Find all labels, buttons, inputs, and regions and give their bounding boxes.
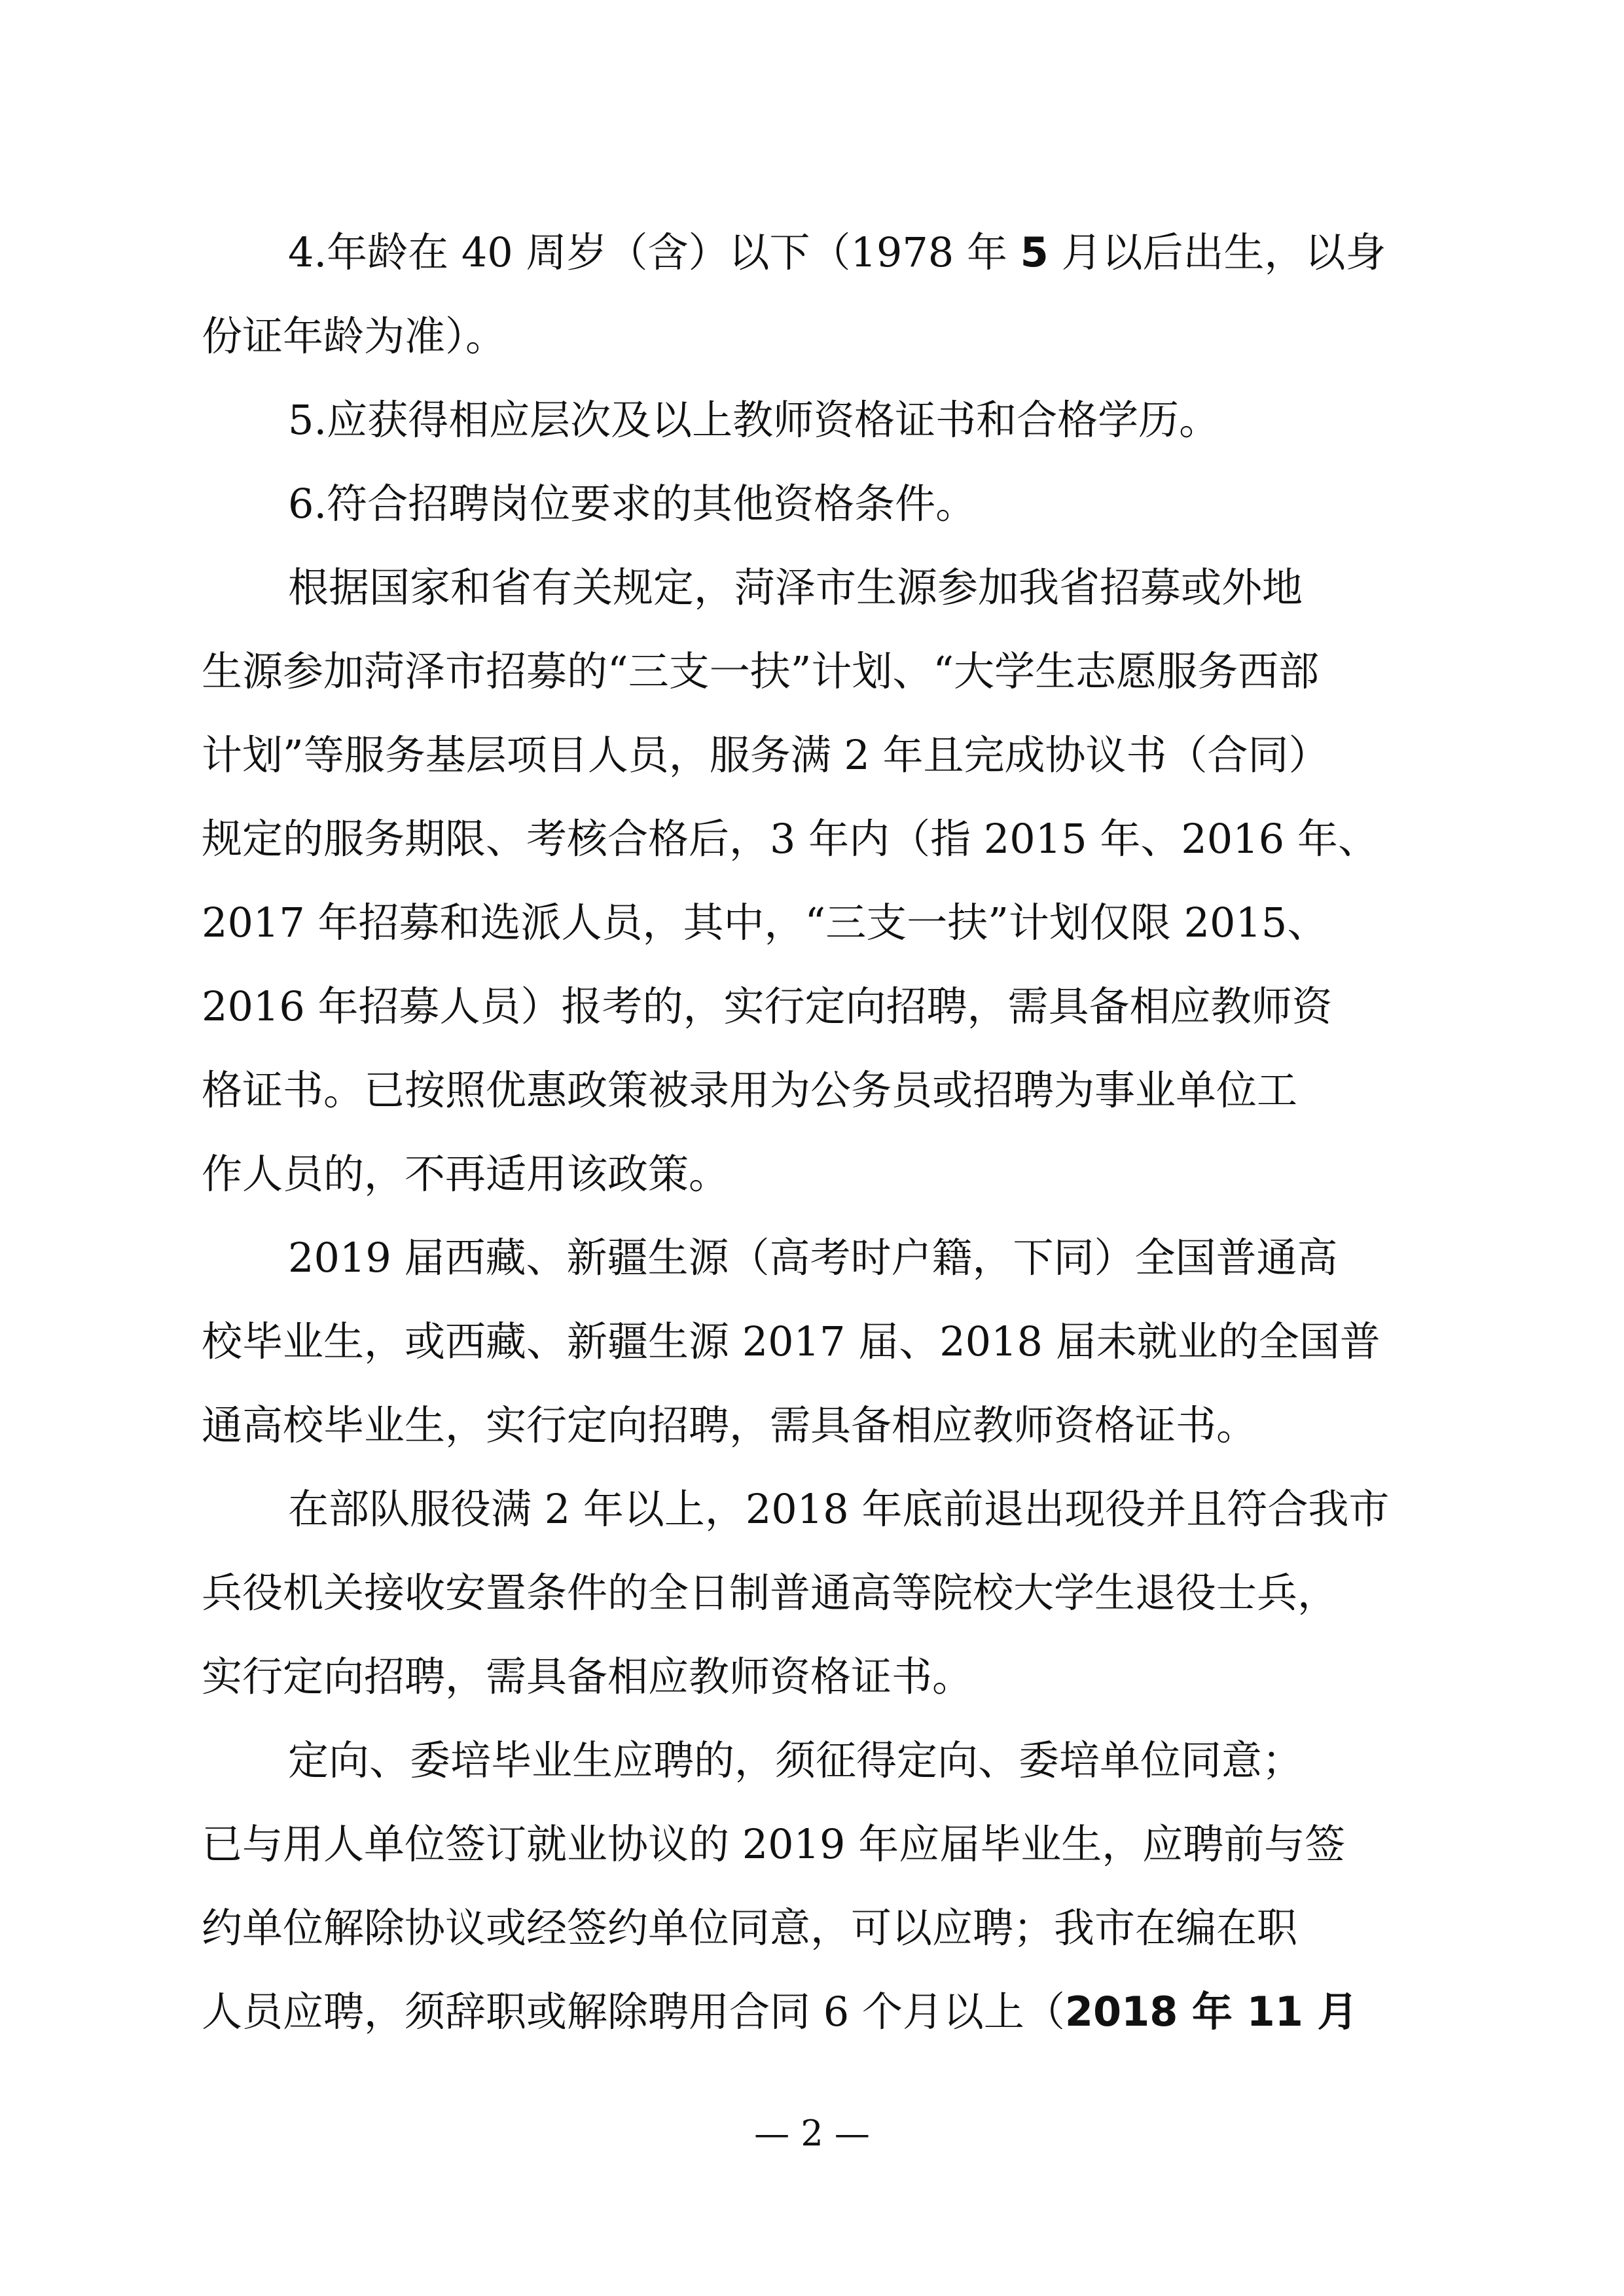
text-line: [202, 1886, 1426, 1970]
text-line: [202, 295, 1426, 378]
text-line: [202, 1551, 1426, 1635]
text-line: [288, 378, 1426, 462]
text-segment: 约单位解除协议或经签约单位同意，可以应聘；我市在编在职: [202, 1904, 1298, 1952]
text-line: [202, 1300, 1426, 1384]
text-segment: 已与用人单位签订就业协议的 2019 年应届毕业生，应聘前与签: [202, 1820, 1346, 1868]
text-segment: 6.符合招聘岗位要求的其他资格条件。: [288, 480, 977, 528]
text-line: [288, 1467, 1426, 1551]
text-segment-bold: 5: [1020, 228, 1049, 276]
text-segment: 5.应获得相应层次及以上教师资格证书和合格学历。: [288, 396, 1220, 444]
text-segment: 格证书。已按照优惠政策被录用为公务员或招聘为事业单位工: [202, 1066, 1298, 1114]
text-line: [288, 546, 1426, 630]
text-line: [288, 211, 1426, 295]
text-segment: 2016 年招募人员）报考的，实行定向招聘，需具备相应教师资: [202, 982, 1333, 1030]
text-segment: 4.年龄在 40 周岁（含）以下（1978 年: [288, 228, 1020, 276]
text-segment: 人员应聘，须辞职或解除聘用合同 6 个月以上（: [202, 1988, 1065, 2036]
text-line: [202, 1803, 1426, 1886]
text-segment-bold: 2018 年 11 月: [1064, 1988, 1358, 2036]
text-line: [288, 462, 1426, 546]
text-segment: 通高校毕业生，实行定向招聘，需具备相应教师资格证书。: [202, 1401, 1257, 1449]
text-line: [202, 797, 1426, 881]
text-segment: 2019 届西藏、新疆生源（高考时户籍，下同）全国普通高: [288, 1234, 1338, 1282]
text-line: [288, 1216, 1426, 1300]
text-line: [202, 630, 1426, 713]
text-segment: 作人员的，不再适用该政策。: [202, 1150, 730, 1198]
text-segment: 月以后出生，以身: [1048, 228, 1386, 276]
text-segment: 实行定向招聘，需具备相应教师资格证书。: [202, 1653, 973, 1700]
text-segment: 定向、委培毕业生应聘的，须征得定向、委培单位同意；: [288, 1736, 1303, 1784]
text-segment: 规定的服务期限、考核合格后，3 年内（指 2015 年、2016 年、: [202, 815, 1379, 863]
text-segment: 生源参加菏泽市招募的“三支一扶”计划、“大学生志愿服务西部: [202, 647, 1320, 695]
text-segment: 校毕业生，或西藏、新疆生源 2017 届、2018 届未就业的全国普: [202, 1318, 1380, 1365]
text-line: [202, 1132, 1426, 1216]
text-line: [202, 1049, 1426, 1132]
text-line: [202, 881, 1426, 965]
text-line: [202, 1970, 1426, 2054]
text-line: [202, 1384, 1426, 1467]
text-segment: 份证年龄为准）。: [202, 312, 507, 360]
page-number: — 2 —: [754, 2113, 870, 2154]
text-segment: 在部队服役满 2 年以上，2018 年底前退出现役并且符合我市: [288, 1485, 1390, 1533]
text-segment: 根据国家和省有关规定，菏泽市生源参加我省招募或外地: [288, 564, 1303, 611]
text-line: [202, 713, 1426, 797]
text-line: [202, 965, 1426, 1049]
text-line: [288, 1719, 1426, 1803]
text-line: [202, 1635, 1426, 1719]
text-segment: 兵役机关接收安置条件的全日制普通高等院校大学生退役士兵，: [202, 1569, 1339, 1617]
text-segment: 2017 年招募和选派人员，其中，“三支一扶”计划仅限 2015、: [202, 899, 1328, 946]
text-segment: 计划”等服务基层项目人员，服务满 2 年且完成协议书（合同）: [202, 731, 1329, 779]
